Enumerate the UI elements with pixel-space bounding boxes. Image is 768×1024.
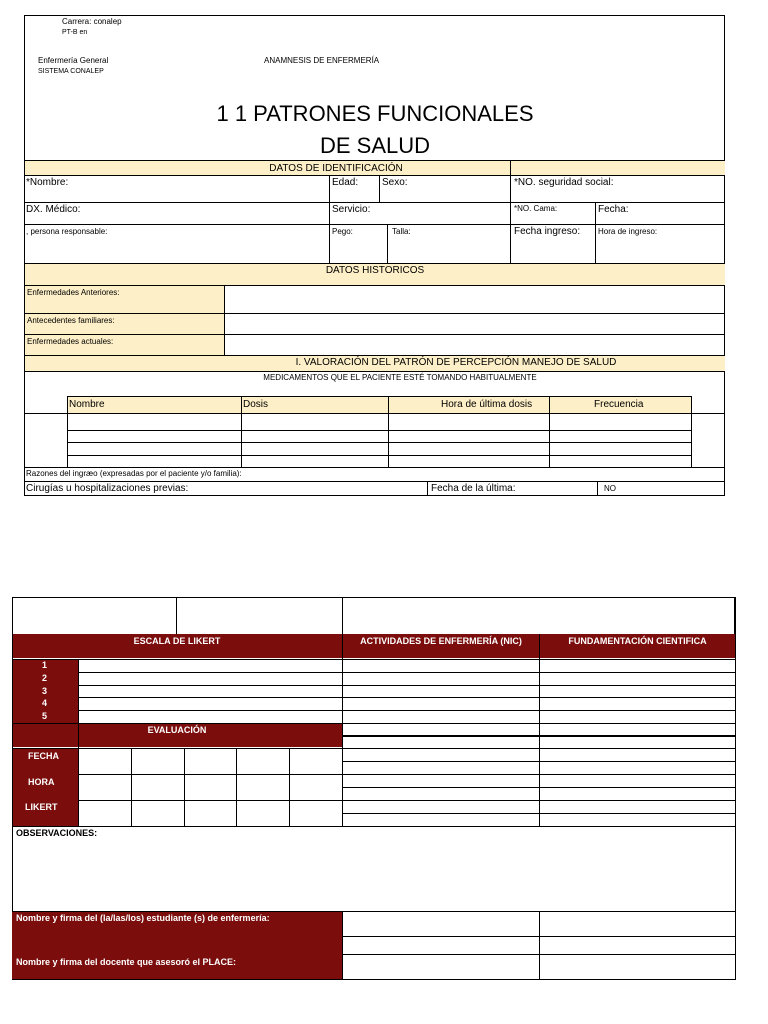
nombre-label: *Nombre: <box>26 177 69 188</box>
enfermeria-label: Enfermería General <box>38 56 109 65</box>
anamnesis-label: ANAMNESIS DE ENFERMERÍA <box>264 56 380 65</box>
carrera-label: Carrera: conalep <box>62 17 122 26</box>
likert-heading: ESCALA DE LIKERT <box>133 636 221 646</box>
evaluacion-heading: EVALUACIÓN <box>147 725 207 735</box>
fecha-ultima-label: Fecha de la última: <box>431 483 516 494</box>
pt-label: PT-B en <box>62 29 88 36</box>
enfermedades-actuales-label: Enfermedades actuales: <box>27 337 114 346</box>
talla-label: Talla: <box>392 227 411 236</box>
cama-label: *NO. Cama: <box>514 204 558 213</box>
sexo-label: Sexo: <box>382 177 408 188</box>
actividades-heading: ACTIVIDADES DE ENFERMERÍA (NIC) <box>360 636 522 646</box>
page-title: 1 1 PATRONES FUNCIONALES <box>216 101 534 126</box>
page-subtitle: DE SALUD <box>319 133 431 158</box>
col-nombre: Nombre <box>69 399 105 410</box>
fundamentacion-heading: FUNDAMENTACIÓN CIENTIFICA <box>568 636 707 646</box>
firma-docente-label: Nombre y firma del docente que asesoró el PLACE: <box>16 957 237 967</box>
firma-estudiante-label: Nombre y firma del (la/las/los) estudiante (s) de enfermería: <box>16 913 270 923</box>
fecha-ingreso-label: Fecha ingreso: <box>514 226 581 237</box>
likert-row-label: LIKERT <box>25 802 58 812</box>
fecha-row-label: FECHA <box>28 751 59 761</box>
responsable-label: , persona responsable: <box>26 227 108 236</box>
razones-label: Razones del ingræo (expresadas por el paciente y/o familia): <box>26 469 242 478</box>
hora-row-label: HORA <box>28 777 55 787</box>
observaciones-label: OBSERVACIONES: <box>16 828 98 838</box>
no-label: NO <box>604 484 616 493</box>
enfermedades-anteriores-label: Enfermedades Anteriores: <box>27 288 120 297</box>
identificacion-heading: DATOS DE IDENTIFICACIÓN <box>269 163 403 174</box>
form-border <box>24 15 725 496</box>
likert-2: 2 <box>42 673 48 683</box>
likert-4: 4 <box>42 698 48 708</box>
col-frecuencia: Frecuencia <box>594 399 644 410</box>
dx-label: DX. Médico: <box>26 204 81 215</box>
col-dosis: Dosis <box>243 399 269 410</box>
likert-3: 3 <box>42 686 48 696</box>
antecedentes-familiares-label: Antecedentes familiares: <box>27 316 115 325</box>
servicio-label: Servicio: <box>332 204 371 215</box>
hora-ingreso-label: Hora de ingreso: <box>598 227 658 236</box>
medicamentos-heading: MEDICAMENTOS QUE EL PACIENTE ESTÉ TOMANDO HABITUALMENTE <box>263 373 537 382</box>
valoracion-heading: I. VALORACIÓN DEL PATRÓN DE PERCEPCIÓN MANEJO DE SALUD <box>295 357 617 368</box>
cirugias-label: Cirugías u hospitalizaciones previas: <box>26 483 189 494</box>
peso-label: Pego: <box>332 227 353 236</box>
likert-1: 1 <box>42 660 48 670</box>
sistema-label: SISTEMA CONALEP <box>38 68 104 75</box>
seguridad-label: *NO. seguridad social: <box>514 177 614 188</box>
edad-label: Edad: <box>332 177 359 188</box>
historicos-heading: DATOS HISTORICOS <box>325 265 425 276</box>
likert-5: 5 <box>42 711 48 721</box>
fecha-label: Fecha: <box>598 204 629 215</box>
col-hora-ultima: Hora de última dosis <box>441 399 533 410</box>
